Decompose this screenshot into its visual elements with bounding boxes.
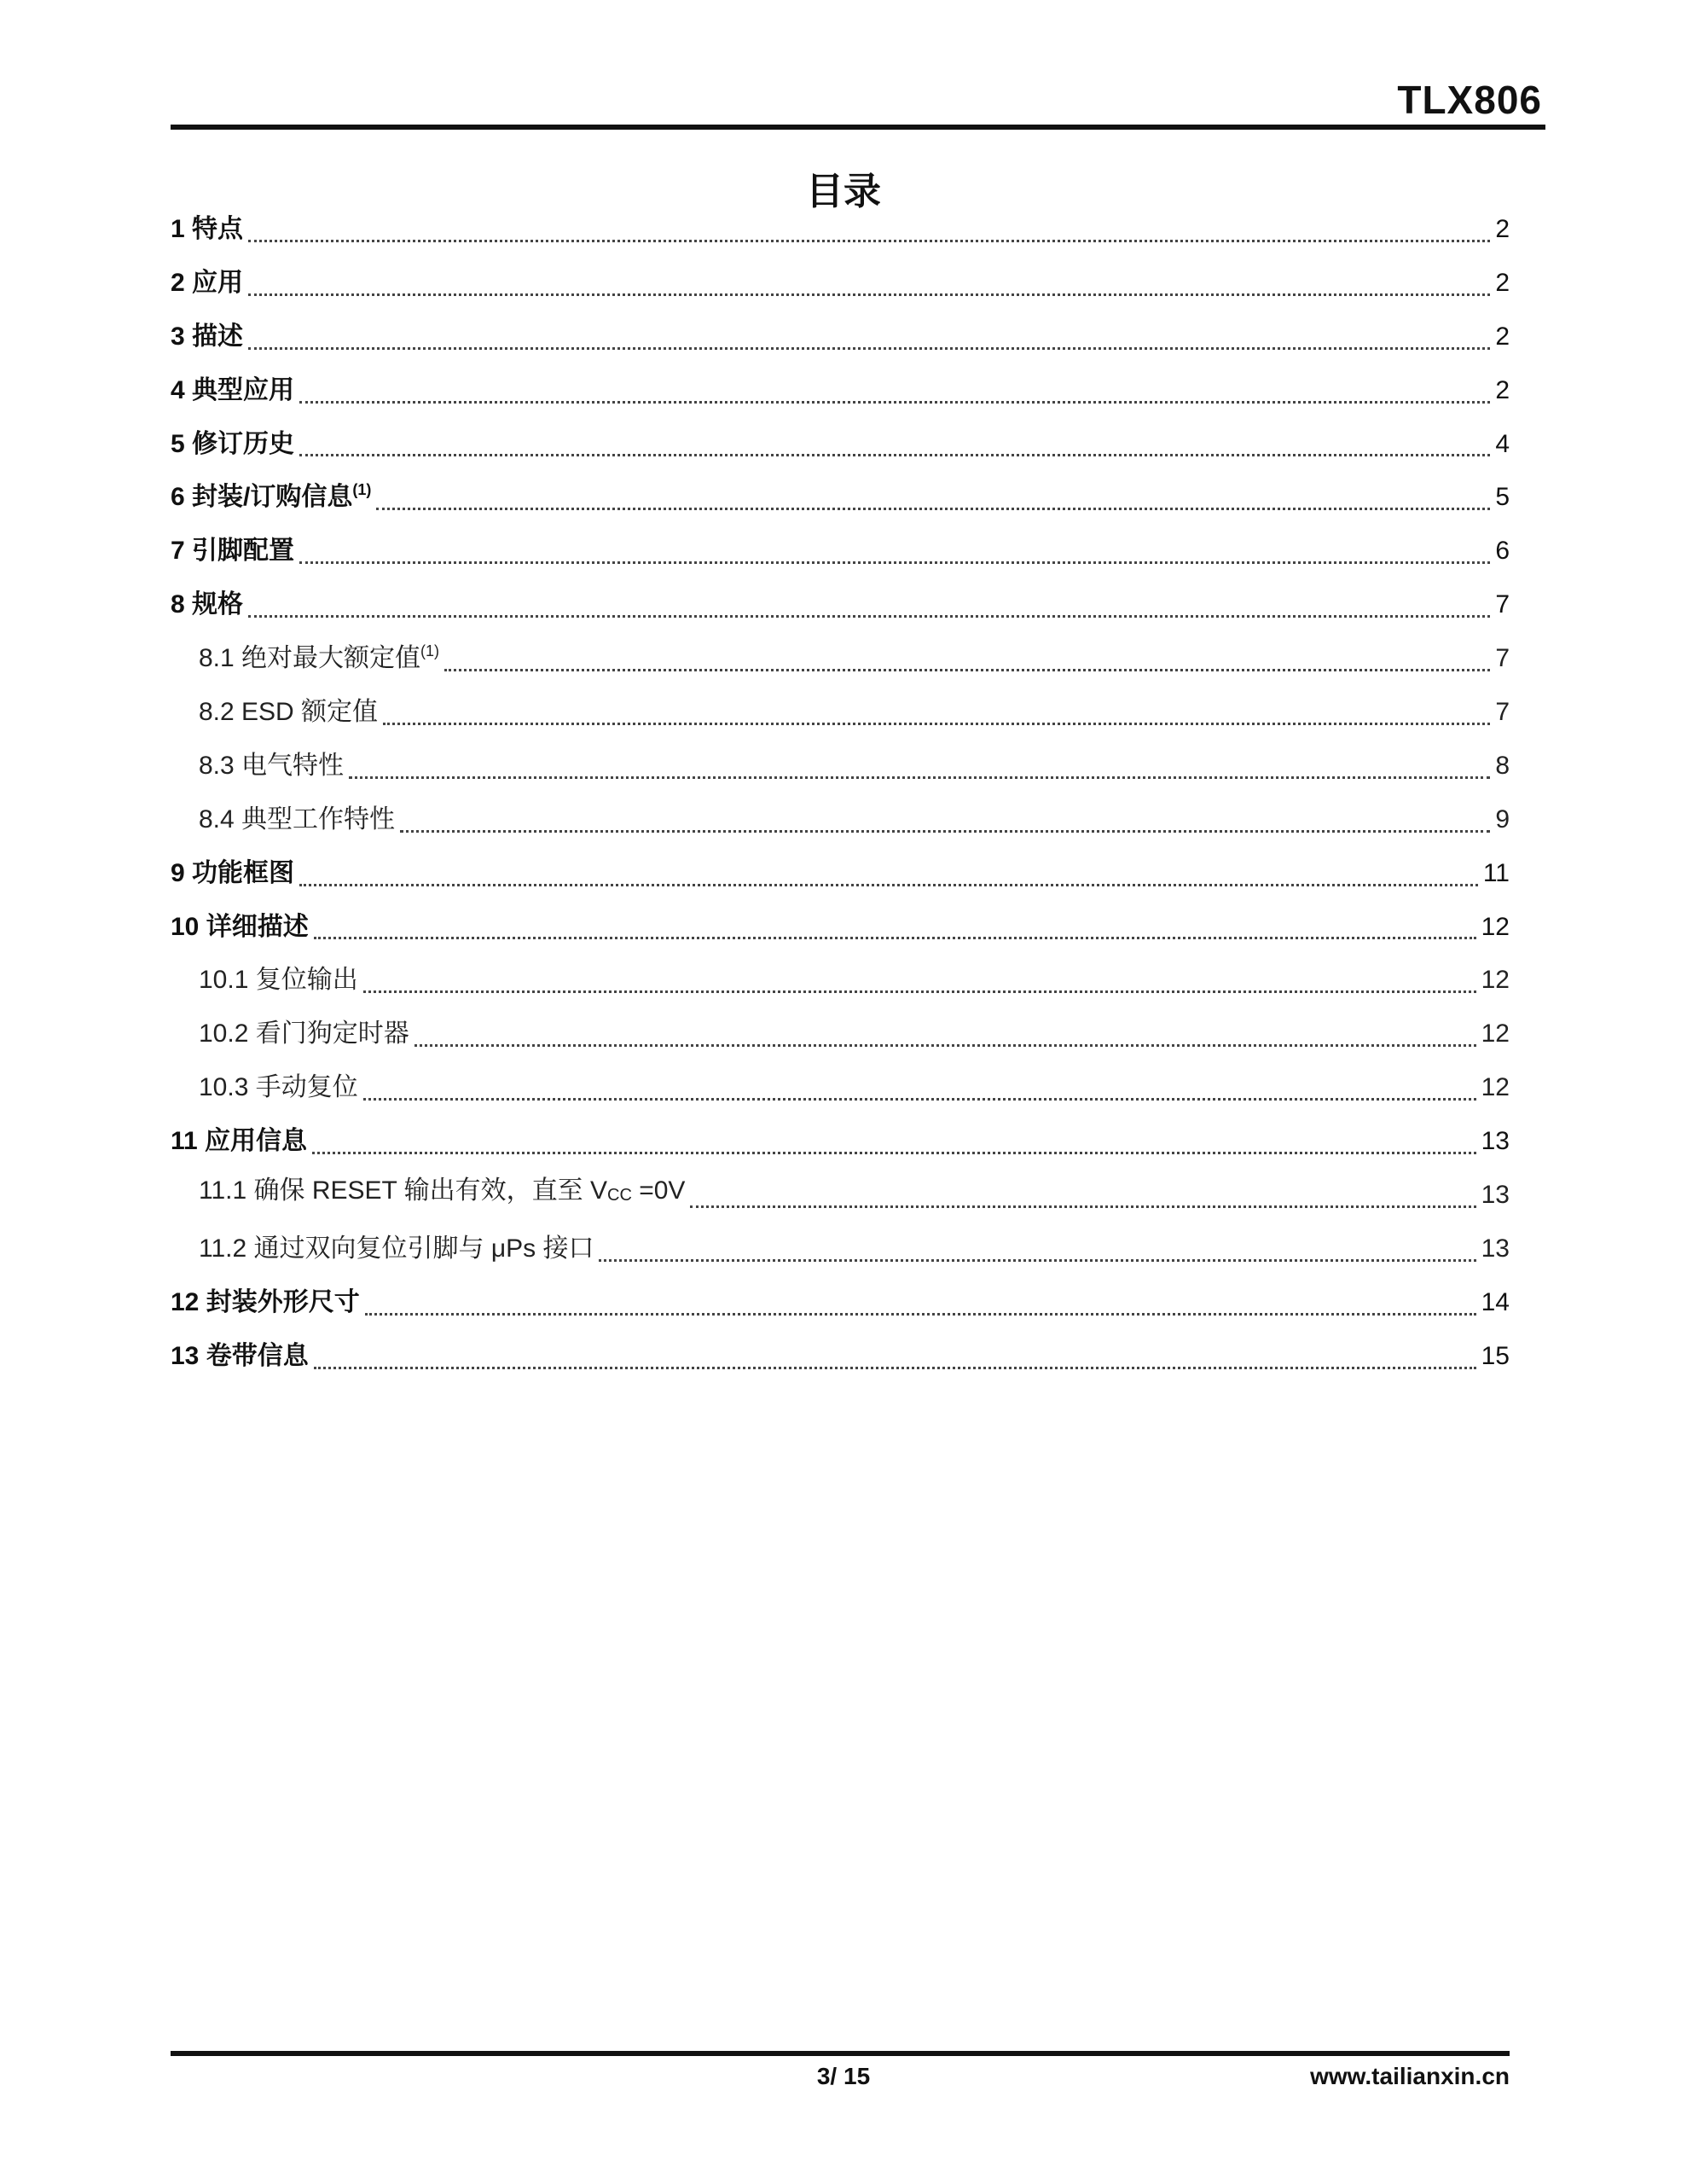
toc-entry[interactable]: [171, 1276, 1510, 1330]
toc-entry-page: 2: [1495, 322, 1510, 351]
toc-entry-page: 7: [1495, 698, 1510, 726]
footer-rule: [171, 2051, 1510, 2056]
toc-entry-label: 10 详细描述: [171, 912, 309, 941]
toc-entry-page: 14: [1481, 1287, 1510, 1316]
table-of-contents: [171, 203, 1510, 1384]
toc-entry-page: 2: [1495, 375, 1510, 404]
toc-entry-page: 13: [1481, 1181, 1510, 1210]
toc-entry-label: 9 功能框图: [171, 858, 295, 887]
toc-entry-label: 11.2 通过双向复位引脚与 μPs 接口: [199, 1234, 594, 1263]
footnote-marker: (1): [352, 481, 372, 499]
toc-entry-page: 12: [1481, 966, 1510, 995]
toc-entry-label: 8.4 典型工作特性: [199, 804, 396, 834]
dot-leader: [299, 884, 1478, 886]
toc-entry[interactable]: [171, 1008, 1510, 1061]
toc-entry-page: 7: [1495, 644, 1510, 673]
toc-entry-page: 13: [1481, 1234, 1510, 1263]
dot-leader: [363, 1098, 1476, 1101]
toc-entry-label: 11 应用信息: [171, 1127, 308, 1156]
toc-entry-page: 12: [1481, 912, 1510, 941]
toc-entry-page: 12: [1481, 1019, 1510, 1048]
toc-entry-page: 15: [1481, 1341, 1510, 1370]
toc-entry[interactable]: [171, 632, 1510, 686]
toc-entry-page: 5: [1495, 483, 1510, 512]
toc-entry-page: 12: [1481, 1073, 1510, 1102]
toc-entry-page: 9: [1495, 804, 1510, 834]
toc-entry-page: 11: [1482, 858, 1510, 887]
dot-leader: [312, 1152, 1476, 1154]
toc-entry-label: 8.1 绝对最大额定值$^{(1)}$: [199, 642, 440, 673]
toc-entry-label: 3 描述: [171, 322, 244, 351]
dot-leader: [599, 1259, 1475, 1262]
toc-entry[interactable]: [171, 471, 1510, 525]
toc-entry-label: 10.1 复位输出: [199, 966, 358, 995]
dot-leader: [314, 1367, 1476, 1369]
toc-entry[interactable]: [171, 364, 1510, 418]
toc-entry-label: 6 封装/订购信息$^{(1)}$: [171, 481, 372, 512]
subscript: CC: [607, 1186, 632, 1205]
toc-entry[interactable]: [171, 203, 1510, 257]
toc-entry[interactable]: [171, 847, 1510, 901]
toc-entry-page: 7: [1495, 590, 1510, 619]
toc-entry-page: 8: [1495, 751, 1510, 780]
toc-entry[interactable]: [171, 1169, 1510, 1223]
footnote-marker: (1): [420, 642, 440, 660]
toc-entry-label: 8 规格: [171, 590, 244, 619]
dot-leader: [363, 990, 1476, 993]
toc-entry[interactable]: [171, 1061, 1510, 1115]
toc-entry-label: 4 典型应用: [171, 375, 295, 404]
toc-entry[interactable]: [171, 525, 1510, 578]
toc-entry[interactable]: [171, 1330, 1510, 1384]
dot-leader: [383, 723, 1490, 725]
toc-entry-label: 7 引脚配置: [171, 537, 295, 566]
toc-entry-label: 8.2 ESD 额定值: [199, 698, 379, 726]
toc-entry-page: 4: [1495, 429, 1510, 458]
toc-entry[interactable]: [171, 740, 1510, 793]
toc-entry-label: 13 卷带信息: [171, 1341, 309, 1370]
dot-leader: [299, 454, 1490, 456]
toc-entry-label: 1 特点: [171, 214, 244, 243]
dot-leader: [248, 347, 1490, 350]
dot-leader: [248, 615, 1490, 618]
dot-leader: [349, 776, 1490, 779]
toc-entry-page: 6: [1495, 537, 1510, 566]
dot-leader: [299, 401, 1490, 404]
dot-leader: [376, 508, 1490, 510]
dot-leader: [365, 1313, 1476, 1316]
toc-entry[interactable]: [171, 686, 1510, 740]
page-number: 3/ 15: [816, 2063, 871, 2089]
toc-entry[interactable]: [171, 257, 1510, 311]
toc-entry-label: 11.1 确保 RESET 输出有效，直至 $V_{CC} =0V$: [199, 1176, 686, 1205]
toc-entry[interactable]: [171, 1115, 1510, 1169]
dot-leader: [248, 240, 1490, 242]
header-rule: [171, 125, 1545, 130]
dot-leader: [248, 293, 1490, 296]
toc-entry[interactable]: [171, 793, 1510, 847]
website-url: www.tailianxin.cn: [1310, 2063, 1510, 2089]
toc-entry-page: 13: [1481, 1127, 1510, 1156]
toc-entry-label: 12 封装外形尺寸: [171, 1287, 360, 1316]
toc-entry-label: 10.3 手动复位: [199, 1073, 358, 1102]
dot-leader: [444, 669, 1490, 671]
toc-entry[interactable]: [171, 1223, 1510, 1276]
dot-leader: [690, 1205, 1475, 1208]
toc-entry-label: 2 应用: [171, 268, 244, 297]
toc-entry[interactable]: [171, 418, 1510, 472]
toc-entry-label: 5 修订历史: [171, 429, 295, 458]
toc-entry-label: 10.2 看门狗定时器: [199, 1019, 409, 1048]
dot-leader: [299, 561, 1490, 564]
toc-entry[interactable]: [171, 311, 1510, 364]
dot-leader: [314, 937, 1476, 939]
toc-entry-label: 8.3 电气特性: [199, 751, 345, 780]
dot-leader: [400, 830, 1490, 833]
toc-entry[interactable]: [171, 901, 1510, 955]
toc-heading: 目录: [806, 171, 881, 212]
document-title: TLX806: [1397, 78, 1542, 122]
toc-entry-page: 2: [1495, 268, 1510, 297]
toc-entry[interactable]: [171, 954, 1510, 1008]
dot-leader: [415, 1044, 1476, 1047]
toc-entry-page: 2: [1495, 214, 1510, 243]
